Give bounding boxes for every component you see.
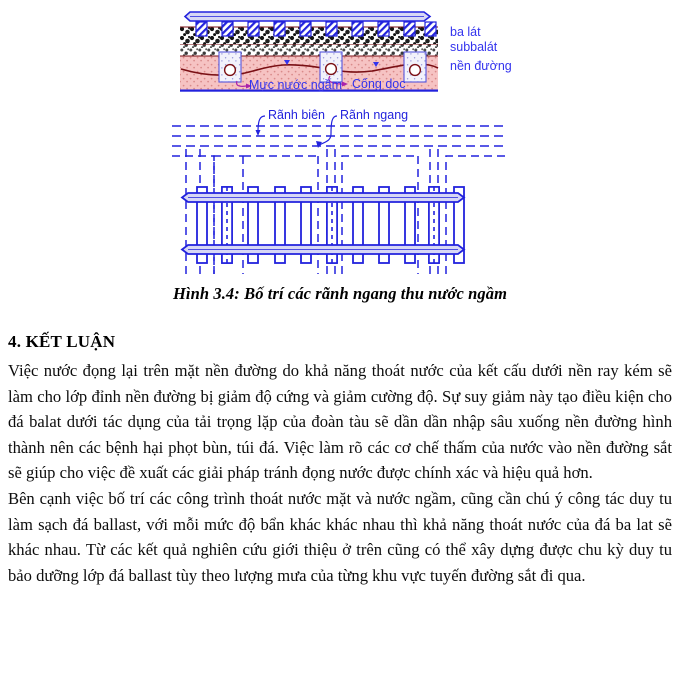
cross-section-diagram bbox=[180, 12, 512, 92]
label-side-ditch: Rãnh biên bbox=[268, 108, 325, 122]
figure-caption: Hình 3.4: Bố trí các rãnh ngang thu nước ngầm bbox=[172, 284, 508, 303]
section-heading: 4. KẾT LUẬN bbox=[8, 332, 116, 351]
figure-3-4 bbox=[0, 0, 680, 310]
side-ditch-lines bbox=[172, 126, 508, 146]
paragraph-1: Việc nước đọng lại trên mặt nền đường do khả năng thoát nước của kết cấu dưới nền ray kém sẽ làm cho lớp đỉnh nền đường bị giảm độ cứng và giảm cường độ. Sự suy giảm này tạo điều kiện cho đá balat dưới tác dụng của tải trọng lặp của đoàn tàu sẽ dần dần nhập sâu xuống nền đường hình thành nên các bệnh hại phọt bùn, túi đá. Việc làm rõ các cơ chế thấm của nước vào nền đường sắt sẽ giúp cho việc đề xuất các giải pháp tránh đọng nước được chính xác và hiệu quả hơn. bbox=[8, 361, 672, 483]
label-longitudinal-drain: Cống dọc bbox=[352, 77, 406, 91]
plan-view-diagram bbox=[172, 108, 508, 274]
side-ditch-leader bbox=[258, 116, 265, 132]
label-subballast: subbalát bbox=[450, 40, 498, 54]
label-ballast: ba lát bbox=[450, 25, 481, 39]
figure-drawing bbox=[0, 0, 680, 284]
label-subgrade: nền đường bbox=[450, 59, 512, 73]
rail-section bbox=[185, 12, 430, 21]
label-transverse-drain: Rãnh ngang bbox=[340, 108, 409, 122]
label-water-table: Mực nước ngầm bbox=[249, 78, 343, 92]
conclusion-section bbox=[8, 332, 672, 588]
drain-trench bbox=[404, 52, 426, 82]
paragraph-2: Bên cạnh việc bố trí các công trình thoát nước mặt và nước ngầm, cũng cần chú ý công tác duy tu làm sạch đá ballast, với mỗi mức độ bẩn khác khác nhau thì khả năng thoát nước của đá ba lat sẽ khác nhau. Từ các kết quả nghiên cứu giới thiệu ở trên cũng có thể xây dựng được chu kỳ duy tu bảo dưỡng lớp đá ballast tùy theo lượng mưa của từng khu vực tuyến đường sắt đi qua. bbox=[8, 488, 672, 585]
rail-plan-bottom bbox=[182, 245, 464, 254]
rail-plan-top bbox=[182, 193, 464, 202]
drain-trench bbox=[219, 52, 241, 82]
